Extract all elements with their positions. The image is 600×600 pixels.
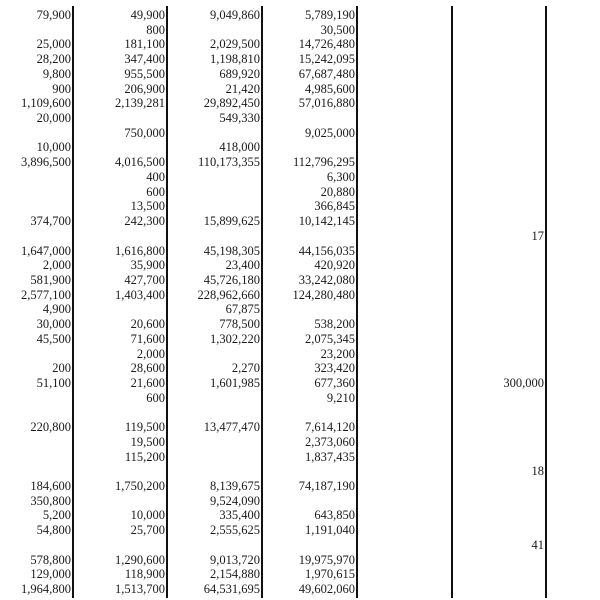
table-cell: 427,700 [124, 272, 165, 287]
table-cell [454, 52, 544, 66]
table-cell: 1,302,220 [210, 331, 260, 346]
table-cell: 13,477,470 [203, 420, 260, 435]
table-cell: 9,524,090 [210, 493, 260, 508]
table-cell [360, 82, 450, 96]
table-cell: 23,200 [320, 346, 355, 361]
table-cell [360, 376, 450, 390]
table-cell [360, 302, 450, 316]
table-cell [360, 111, 450, 125]
table-cell [170, 391, 260, 405]
table-row [0, 67, 600, 81]
table-cell: 9,800 [42, 66, 71, 81]
table-cell: 67,687,480 [298, 66, 355, 81]
table-cell: 600 [146, 184, 165, 199]
table-cell [454, 479, 544, 493]
table-cell [454, 494, 544, 508]
table-cell: 181,100 [124, 37, 165, 52]
table-cell [1, 538, 71, 552]
table-row [0, 450, 600, 464]
table-cell: 118,900 [124, 567, 165, 582]
table-cell: 2,154,880 [210, 567, 260, 582]
table-cell [454, 450, 544, 464]
table-cell [360, 288, 450, 302]
table-cell: 51,100 [36, 376, 71, 390]
table-cell: 1,616,800 [115, 243, 165, 258]
table-cell: 30,500 [320, 22, 355, 37]
table-cell [454, 96, 544, 110]
table-cell: 600 [146, 390, 165, 405]
table-cell: 538,200 [314, 317, 355, 332]
table-cell: 41 [531, 537, 544, 552]
table-cell: 115,200 [124, 449, 165, 464]
table-cell [1, 391, 71, 405]
table-cell [454, 405, 544, 419]
table-cell: 1,191,040 [305, 523, 355, 538]
table-cell [170, 185, 260, 199]
table-cell: 71,600 [130, 331, 165, 346]
table-row [0, 361, 600, 375]
table-cell [170, 347, 260, 361]
table-cell: 49,900 [130, 8, 165, 22]
table-cell [360, 435, 450, 449]
table-row [0, 155, 600, 169]
table-cell [360, 67, 450, 81]
table-row [0, 23, 600, 37]
table-cell: 2,000 [136, 346, 165, 361]
table-row [0, 273, 600, 287]
table-cell: 13,500 [130, 199, 165, 214]
table-cell: 10,142,145 [298, 214, 355, 229]
table-cell [265, 405, 355, 419]
table-cell: 335,400 [219, 508, 260, 523]
table-cell: 400 [146, 169, 165, 184]
table-cell [360, 567, 450, 581]
table-cell: 420,920 [314, 258, 355, 273]
table-cell: 366,845 [314, 199, 355, 214]
table-row [0, 538, 600, 552]
table-cell [454, 199, 544, 213]
table-cell: 9,210 [326, 390, 355, 405]
table-cell [454, 332, 544, 346]
table-cell [360, 317, 450, 331]
table-cell: 4,985,600 [305, 81, 355, 96]
table-cell: 374,700 [30, 214, 71, 229]
table-cell [454, 111, 544, 125]
table-cell [360, 420, 450, 434]
table-cell: 119,500 [124, 420, 165, 435]
table-row [0, 479, 600, 493]
table-cell: 129,000 [30, 567, 71, 582]
table-cell: 750,000 [124, 125, 165, 140]
table-cell: 21,420 [225, 81, 260, 96]
table-cell [1, 464, 71, 478]
table-cell [360, 479, 450, 493]
table-cell: 1,290,600 [115, 552, 165, 567]
table-cell: 900 [52, 81, 71, 96]
table-cell [360, 464, 450, 478]
table-cell: 54,800 [36, 523, 71, 538]
table-row [0, 523, 600, 537]
table-cell [1, 23, 71, 37]
table-cell [75, 405, 165, 419]
table-cell: 3,896,500 [21, 155, 71, 170]
table-cell [360, 170, 450, 184]
table-cell [360, 37, 450, 51]
table-cell [360, 199, 450, 213]
table-row [0, 347, 600, 361]
table-cell: 49,602,060 [298, 582, 355, 597]
table-cell [454, 317, 544, 331]
table-row [0, 553, 600, 567]
table-cell: 35,900 [130, 258, 165, 273]
table-row [0, 464, 600, 478]
table-cell: 323,420 [314, 361, 355, 376]
table-cell: 33,242,080 [298, 272, 355, 287]
table-cell [360, 405, 450, 419]
table-row [0, 288, 600, 302]
table-cell: 418,000 [219, 140, 260, 155]
table-row [0, 376, 600, 390]
table-cell [360, 582, 450, 596]
table-cell: 1,601,985 [210, 376, 260, 390]
table-cell: 643,850 [314, 508, 355, 523]
table-row [0, 317, 600, 331]
table-cell [75, 494, 165, 508]
table-row [0, 302, 600, 316]
table-cell [454, 347, 544, 361]
table-row [0, 140, 600, 154]
table-cell: 45,500 [36, 331, 71, 346]
table-cell [75, 302, 165, 316]
table-cell [454, 435, 544, 449]
table-cell: 8,139,675 [210, 479, 260, 494]
table-cell [454, 582, 544, 596]
table-row [0, 96, 600, 110]
table-cell [360, 494, 450, 508]
table-cell [454, 170, 544, 184]
table-cell: 44,156,035 [298, 243, 355, 258]
table-cell: 200 [52, 361, 71, 376]
table-cell [360, 538, 450, 552]
table-row [0, 126, 600, 140]
table-cell: 689,920 [219, 66, 260, 81]
table-cell [454, 523, 544, 537]
table-cell [360, 523, 450, 537]
table-cell [360, 258, 450, 272]
table-cell [454, 126, 544, 140]
table-cell [454, 23, 544, 37]
table-cell: 242,300 [124, 214, 165, 229]
table-cell: 1,513,700 [115, 582, 165, 597]
table-cell: 2,139,281 [115, 96, 165, 111]
table-cell [170, 229, 260, 243]
table-cell: 45,726,180 [203, 272, 260, 287]
table-cell: 2,577,100 [21, 287, 71, 302]
table-row [0, 582, 600, 596]
table-cell [170, 435, 260, 449]
table-cell [170, 464, 260, 478]
table-cell [1, 170, 71, 184]
table-cell [454, 258, 544, 272]
table-cell [1, 435, 71, 449]
table-cell: 79,900 [36, 8, 71, 22]
table-cell [1, 199, 71, 213]
table-cell [170, 170, 260, 184]
table-cell [360, 126, 450, 140]
table-row [0, 8, 600, 22]
table-cell: 1,109,600 [21, 96, 71, 111]
table-cell [360, 185, 450, 199]
table-row [0, 37, 600, 51]
table-cell [1, 126, 71, 140]
table-row [0, 214, 600, 228]
table-cell: 15,242,095 [298, 52, 355, 67]
table-row [0, 199, 600, 213]
table-cell: 2,555,625 [210, 523, 260, 538]
table-cell: 2,075,345 [305, 331, 355, 346]
table-cell: 7,614,120 [305, 420, 355, 435]
table-cell: 300,000 [503, 376, 544, 390]
table-cell: 1,837,435 [305, 449, 355, 464]
table-cell: 9,013,720 [210, 552, 260, 567]
table-cell [454, 361, 544, 375]
table-cell [265, 494, 355, 508]
table-cell [454, 553, 544, 567]
table-cell [360, 361, 450, 375]
table-cell [75, 464, 165, 478]
table-cell: 228,962,660 [197, 287, 260, 302]
table-cell [265, 538, 355, 552]
table-cell [75, 140, 165, 154]
table-cell [170, 450, 260, 464]
table-cell [454, 185, 544, 199]
table-cell [170, 23, 260, 37]
table-cell: 955,500 [124, 66, 165, 81]
table-cell [265, 111, 355, 125]
table-cell [360, 8, 450, 22]
table-cell: 29,892,450 [203, 96, 260, 111]
table-cell: 14,726,480 [298, 37, 355, 52]
table-cell [265, 302, 355, 316]
table-cell: 4,900 [42, 302, 71, 317]
table-cell [454, 420, 544, 434]
table-cell [454, 214, 544, 228]
table-row [0, 258, 600, 272]
table-cell [265, 229, 355, 243]
table-cell [360, 332, 450, 346]
table-cell [360, 23, 450, 37]
table-cell [454, 140, 544, 154]
table-cell [360, 214, 450, 228]
table-cell [75, 111, 165, 125]
table-cell [360, 391, 450, 405]
table-cell [170, 405, 260, 419]
table-cell [265, 464, 355, 478]
table-cell [360, 52, 450, 66]
table-cell [454, 244, 544, 258]
table-cell: 206,900 [124, 81, 165, 96]
table-cell [360, 553, 450, 567]
table-cell [360, 96, 450, 110]
table-cell: 9,049,860 [210, 8, 260, 22]
table-cell [360, 244, 450, 258]
table-cell [454, 67, 544, 81]
table-cell [360, 508, 450, 522]
table-cell: 549,330 [219, 111, 260, 126]
table-cell [75, 229, 165, 243]
table-cell: 110,173,355 [197, 155, 260, 170]
table-cell: 184,600 [30, 479, 71, 494]
table-cell: 1,403,400 [115, 287, 165, 302]
table-cell: 2,029,500 [210, 37, 260, 52]
table-cell: 220,800 [30, 420, 71, 435]
table-cell [454, 8, 544, 22]
table-cell [170, 199, 260, 213]
table-cell: 5,200 [42, 508, 71, 523]
table-cell: 21,600 [130, 376, 165, 390]
table-cell: 25,700 [130, 523, 165, 538]
table-cell [1, 185, 71, 199]
table-row [0, 567, 600, 581]
table-cell [360, 347, 450, 361]
table-row [0, 508, 600, 522]
table-cell: 30,000 [36, 317, 71, 332]
table-row [0, 52, 600, 66]
table-row [0, 405, 600, 419]
table-cell: 9,025,000 [305, 125, 355, 140]
table-cell: 1,750,200 [115, 479, 165, 494]
table-cell [360, 155, 450, 169]
table-row [0, 332, 600, 346]
table-cell: 677,360 [314, 376, 355, 390]
table-cell [1, 405, 71, 419]
table-row [0, 420, 600, 434]
table-row [0, 391, 600, 405]
table-row [0, 435, 600, 449]
table-cell: 19,500 [130, 434, 165, 449]
table-cell: 23,400 [225, 258, 260, 273]
table-cell [1, 347, 71, 361]
table-cell: 5,789,190 [305, 8, 355, 22]
table-cell: 4,016,500 [115, 155, 165, 170]
table-cell: 20,880 [320, 184, 355, 199]
table-cell [1, 450, 71, 464]
table-cell [265, 140, 355, 154]
table-cell: 778,500 [219, 317, 260, 332]
table-cell [170, 126, 260, 140]
table-cell: 67,875 [225, 302, 260, 317]
table-cell: 18 [531, 464, 544, 479]
table-cell: 45,198,305 [203, 243, 260, 258]
table-cell: 20,600 [130, 317, 165, 332]
table-cell [454, 273, 544, 287]
table-cell [454, 567, 544, 581]
table-cell: 2,270 [231, 361, 260, 376]
table-cell: 28,600 [130, 361, 165, 376]
table-cell: 1,970,615 [305, 567, 355, 582]
table-cell: 2,373,060 [305, 434, 355, 449]
table-cell: 64,531,695 [203, 582, 260, 597]
table-cell: 124,280,480 [292, 287, 355, 302]
table-cell [170, 538, 260, 552]
table-cell [454, 302, 544, 316]
table-cell: 1,964,800 [21, 582, 71, 597]
table-cell: 112,796,295 [292, 155, 355, 170]
table-cell: 800 [146, 22, 165, 37]
table-cell [454, 155, 544, 169]
table-row [0, 229, 600, 243]
table-cell [360, 140, 450, 154]
table-cell: 350,800 [30, 493, 71, 508]
table-cell [454, 288, 544, 302]
table-row [0, 494, 600, 508]
table-cell: 347,400 [124, 52, 165, 67]
table-cell [454, 391, 544, 405]
table-cell [360, 450, 450, 464]
table-row [0, 111, 600, 125]
table-cell: 1,647,000 [21, 243, 71, 258]
table-row [0, 82, 600, 96]
table-cell: 17 [531, 228, 544, 243]
table-cell [454, 508, 544, 522]
table-cell: 20,000 [36, 111, 71, 126]
table-cell: 6,300 [326, 169, 355, 184]
table-cell: 19,975,970 [298, 552, 355, 567]
table-cell: 2,000 [42, 258, 71, 273]
table-cell [454, 37, 544, 51]
table-cell: 57,016,880 [298, 96, 355, 111]
table-cell [454, 82, 544, 96]
table-row [0, 244, 600, 258]
table-cell: 578,800 [30, 552, 71, 567]
table-cell: 28,200 [36, 52, 71, 67]
table-cell: 10,000 [36, 140, 71, 155]
table-cell [360, 229, 450, 243]
table-cell [360, 273, 450, 287]
table-cell: 74,187,190 [298, 479, 355, 494]
table-cell [1, 229, 71, 243]
table-cell: 1,198,810 [210, 52, 260, 67]
table-cell: 10,000 [130, 508, 165, 523]
table-row [0, 170, 600, 184]
table-cell: 25,000 [36, 37, 71, 52]
table-row [0, 185, 600, 199]
table-cell: 581,900 [30, 272, 71, 287]
table-cell [75, 538, 165, 552]
table-cell: 15,899,625 [203, 214, 260, 229]
